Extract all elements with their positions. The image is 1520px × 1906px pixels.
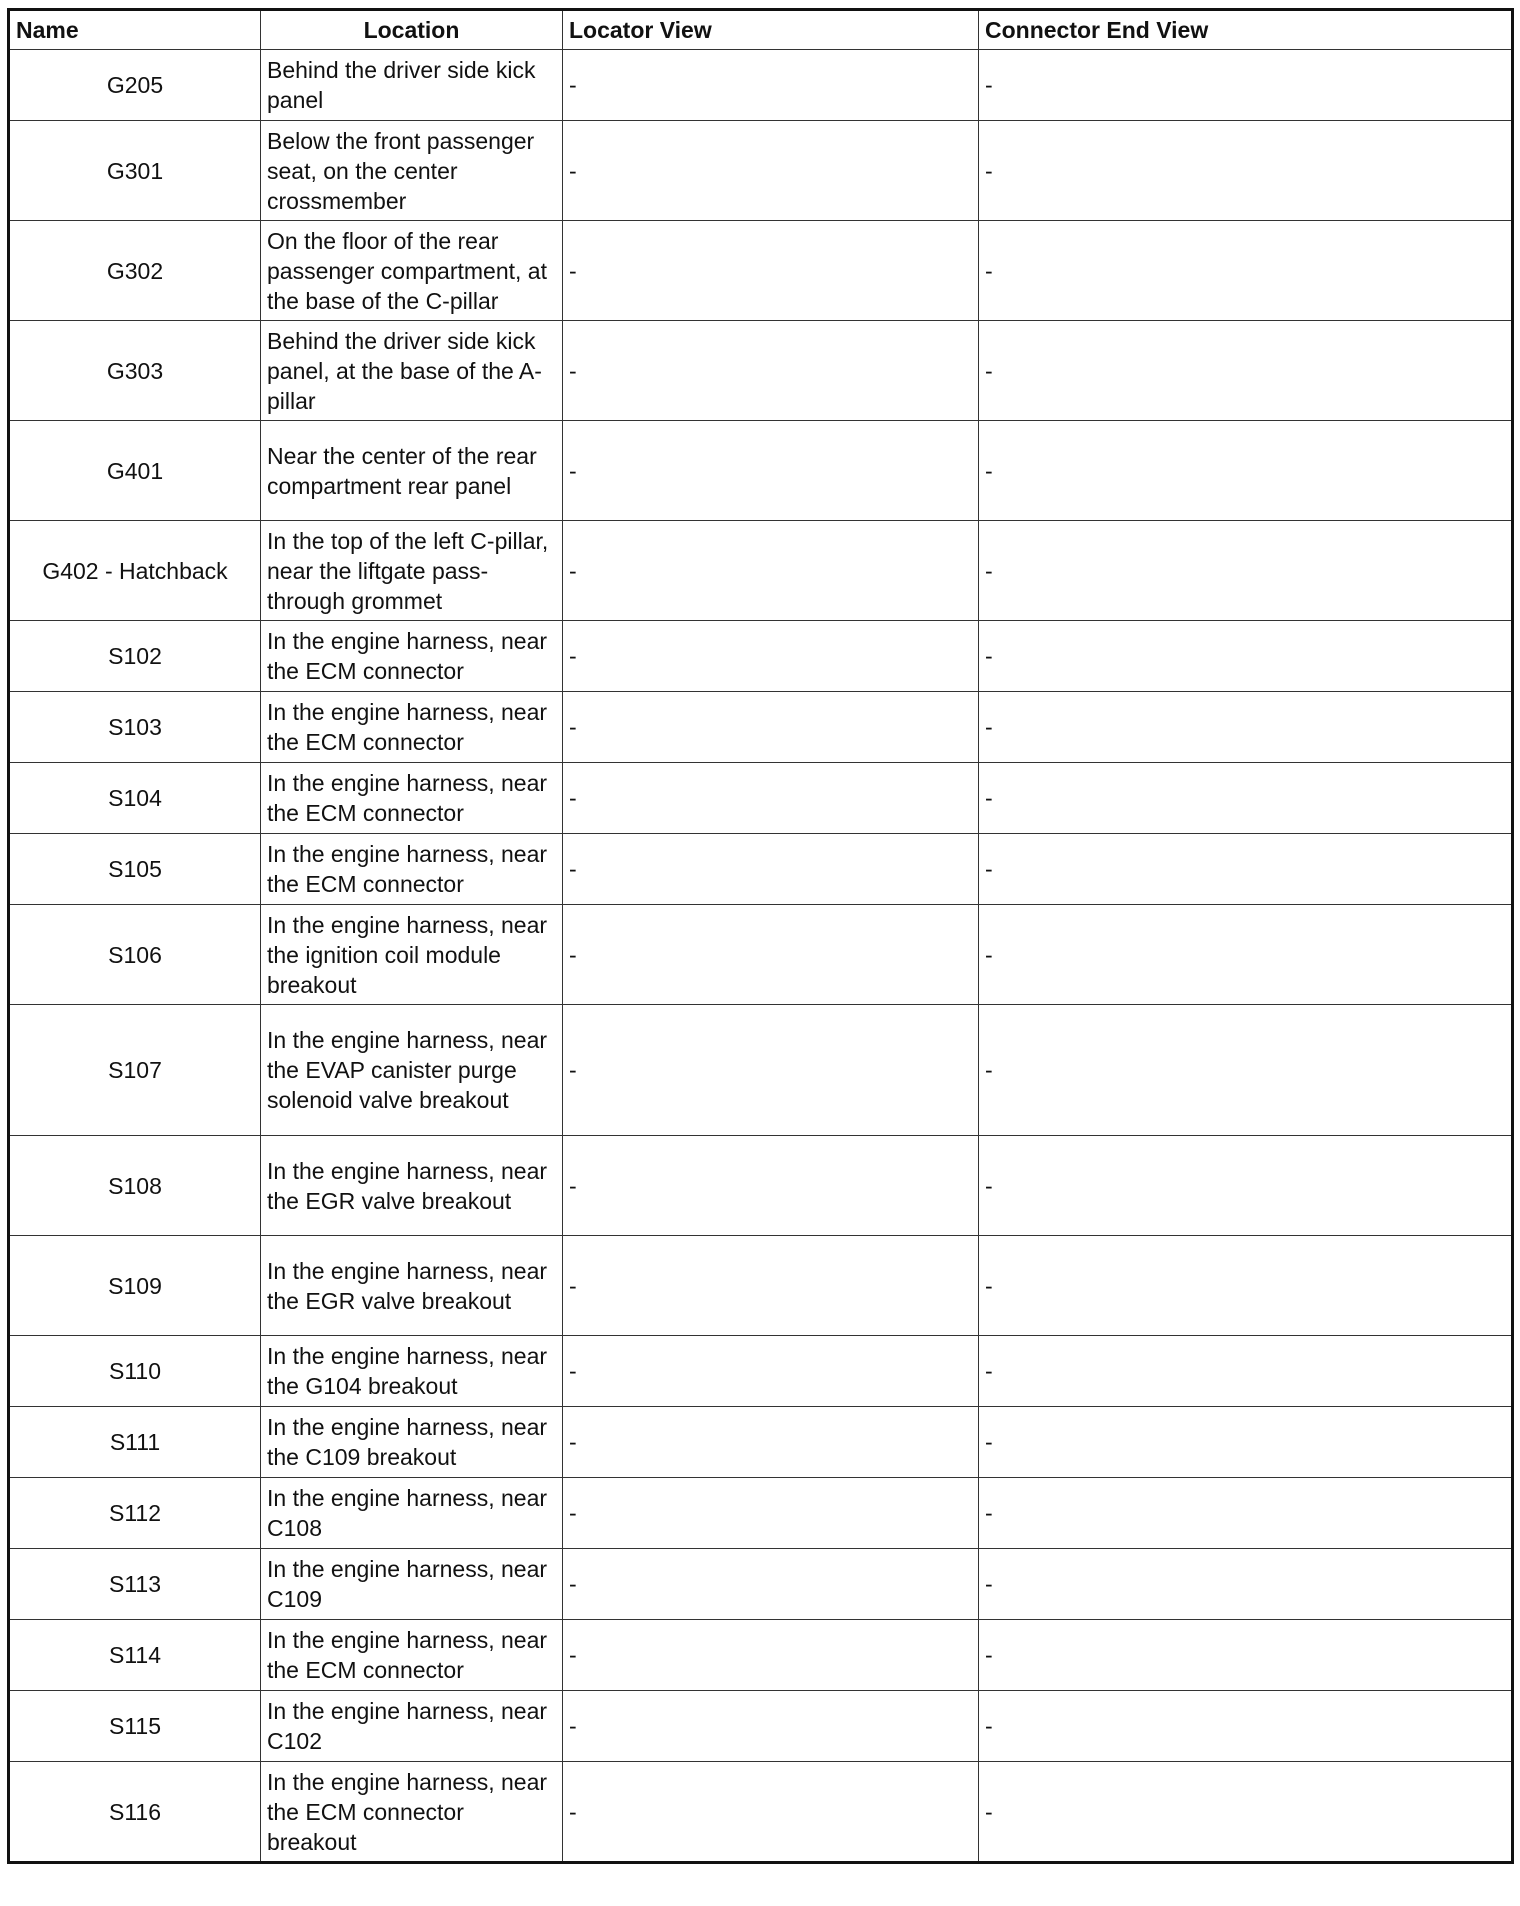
cell-locator-view: - bbox=[563, 1407, 979, 1478]
cell-name: G303 bbox=[9, 321, 261, 421]
cell-name: S113 bbox=[9, 1549, 261, 1620]
cell-location: In the engine harness, near the G104 breakout bbox=[261, 1336, 563, 1407]
cell-name: S116 bbox=[9, 1762, 261, 1863]
cell-connector-end-view: - bbox=[979, 121, 1513, 221]
cell-location: In the engine harness, near C109 bbox=[261, 1549, 563, 1620]
cell-locator-view: - bbox=[563, 763, 979, 834]
cell-connector-end-view: - bbox=[979, 221, 1513, 321]
cell-locator-view: - bbox=[563, 1691, 979, 1762]
cell-name: G301 bbox=[9, 121, 261, 221]
cell-locator-view: - bbox=[563, 1005, 979, 1136]
cell-locator-view: - bbox=[563, 121, 979, 221]
table-row bbox=[9, 621, 1513, 692]
cell-name: S106 bbox=[9, 905, 261, 1005]
table-row bbox=[9, 1236, 1513, 1336]
table-row bbox=[9, 1691, 1513, 1762]
cell-locator-view: - bbox=[563, 1336, 979, 1407]
header-name: Name bbox=[9, 10, 261, 50]
cell-location: In the engine harness, near C108 bbox=[261, 1478, 563, 1549]
cell-connector-end-view: - bbox=[979, 1236, 1513, 1336]
cell-locator-view: - bbox=[563, 521, 979, 621]
cell-connector-end-view: - bbox=[979, 621, 1513, 692]
cell-locator-view: - bbox=[563, 1762, 979, 1863]
cell-connector-end-view: - bbox=[979, 421, 1513, 521]
cell-location: Near the center of the rear compartment rear panel bbox=[261, 421, 563, 521]
cell-name: G302 bbox=[9, 221, 261, 321]
cell-location: In the engine harness, near the ECM connector bbox=[261, 763, 563, 834]
table-row bbox=[9, 321, 1513, 421]
cell-location: Behind the driver side kick panel, at the base of the A-pillar bbox=[261, 321, 563, 421]
cell-location: In the engine harness, near the EGR valve breakout bbox=[261, 1236, 563, 1336]
table-row bbox=[9, 1005, 1513, 1136]
table-row bbox=[9, 1407, 1513, 1478]
cell-locator-view: - bbox=[563, 621, 979, 692]
cell-locator-view: - bbox=[563, 321, 979, 421]
cell-name: G205 bbox=[9, 50, 261, 121]
cell-locator-view: - bbox=[563, 1620, 979, 1691]
cell-location: In the top of the left C-pillar, near the liftgate pass-through grommet bbox=[261, 521, 563, 621]
cell-location: Behind the driver side kick panel bbox=[261, 50, 563, 121]
cell-name: S114 bbox=[9, 1620, 261, 1691]
table-row bbox=[9, 421, 1513, 521]
cell-connector-end-view: - bbox=[979, 834, 1513, 905]
cell-name: S111 bbox=[9, 1407, 261, 1478]
cell-location: In the engine harness, near the ECM connector bbox=[261, 692, 563, 763]
cell-location: In the engine harness, near the ECM connector breakout bbox=[261, 1762, 563, 1863]
cell-name: S110 bbox=[9, 1336, 261, 1407]
cell-connector-end-view: - bbox=[979, 763, 1513, 834]
table-row bbox=[9, 1336, 1513, 1407]
cell-name: S105 bbox=[9, 834, 261, 905]
cell-locator-view: - bbox=[563, 905, 979, 1005]
cell-locator-view: - bbox=[563, 50, 979, 121]
cell-connector-end-view: - bbox=[979, 521, 1513, 621]
header-connector-end-view: Connector End View bbox=[979, 10, 1513, 50]
cell-connector-end-view: - bbox=[979, 1620, 1513, 1691]
cell-locator-view: - bbox=[563, 1549, 979, 1620]
cell-name: S112 bbox=[9, 1478, 261, 1549]
cell-location: In the engine harness, near the ignition coil module breakout bbox=[261, 905, 563, 1005]
table-row bbox=[9, 763, 1513, 834]
cell-name: S102 bbox=[9, 621, 261, 692]
table-row bbox=[9, 50, 1513, 121]
cell-connector-end-view: - bbox=[979, 1336, 1513, 1407]
cell-connector-end-view: - bbox=[979, 1407, 1513, 1478]
cell-location: In the engine harness, near the C109 breakout bbox=[261, 1407, 563, 1478]
cell-location: On the floor of the rear passenger compartment, at the base of the C-pillar bbox=[261, 221, 563, 321]
cell-location: In the engine harness, near the ECM connector bbox=[261, 834, 563, 905]
cell-locator-view: - bbox=[563, 421, 979, 521]
cell-name: S109 bbox=[9, 1236, 261, 1336]
header-location: Location bbox=[261, 10, 563, 50]
header-locator-view: Locator View bbox=[563, 10, 979, 50]
cell-location: In the engine harness, near the EVAP canister purge solenoid valve breakout bbox=[261, 1005, 563, 1136]
cell-connector-end-view: - bbox=[979, 321, 1513, 421]
cell-connector-end-view: - bbox=[979, 1478, 1513, 1549]
cell-name: S108 bbox=[9, 1136, 261, 1236]
cell-connector-end-view: - bbox=[979, 1691, 1513, 1762]
component-location-table-wrapper bbox=[7, 8, 1511, 1864]
table-row bbox=[9, 521, 1513, 621]
cell-name: G401 bbox=[9, 421, 261, 521]
table-row bbox=[9, 121, 1513, 221]
component-location-table bbox=[7, 8, 1514, 1864]
cell-location: In the engine harness, near the EGR valve breakout bbox=[261, 1136, 563, 1236]
table-row bbox=[9, 905, 1513, 1005]
cell-location: In the engine harness, near the ECM connector bbox=[261, 1620, 563, 1691]
cell-name: S115 bbox=[9, 1691, 261, 1762]
cell-locator-view: - bbox=[563, 221, 979, 321]
cell-name: S103 bbox=[9, 692, 261, 763]
table-row bbox=[9, 221, 1513, 321]
cell-location: Below the front passenger seat, on the center crossmember bbox=[261, 121, 563, 221]
cell-connector-end-view: - bbox=[979, 692, 1513, 763]
table-row bbox=[9, 1620, 1513, 1691]
cell-locator-view: - bbox=[563, 1236, 979, 1336]
table-row bbox=[9, 692, 1513, 763]
cell-location: In the engine harness, near C102 bbox=[261, 1691, 563, 1762]
cell-connector-end-view: - bbox=[979, 905, 1513, 1005]
cell-connector-end-view: - bbox=[979, 1005, 1513, 1136]
cell-connector-end-view: - bbox=[979, 50, 1513, 121]
cell-locator-view: - bbox=[563, 1478, 979, 1549]
cell-connector-end-view: - bbox=[979, 1549, 1513, 1620]
table-header-row bbox=[9, 10, 1513, 50]
table-row bbox=[9, 1762, 1513, 1863]
cell-name: S107 bbox=[9, 1005, 261, 1136]
cell-connector-end-view: - bbox=[979, 1762, 1513, 1863]
cell-locator-view: - bbox=[563, 834, 979, 905]
table-row bbox=[9, 1136, 1513, 1236]
cell-locator-view: - bbox=[563, 692, 979, 763]
cell-name: G402 - Hatchback bbox=[9, 521, 261, 621]
table-row bbox=[9, 1478, 1513, 1549]
table-row bbox=[9, 834, 1513, 905]
cell-connector-end-view: - bbox=[979, 1136, 1513, 1236]
cell-locator-view: - bbox=[563, 1136, 979, 1236]
cell-name: S104 bbox=[9, 763, 261, 834]
table-row bbox=[9, 1549, 1513, 1620]
cell-location: In the engine harness, near the ECM connector bbox=[261, 621, 563, 692]
